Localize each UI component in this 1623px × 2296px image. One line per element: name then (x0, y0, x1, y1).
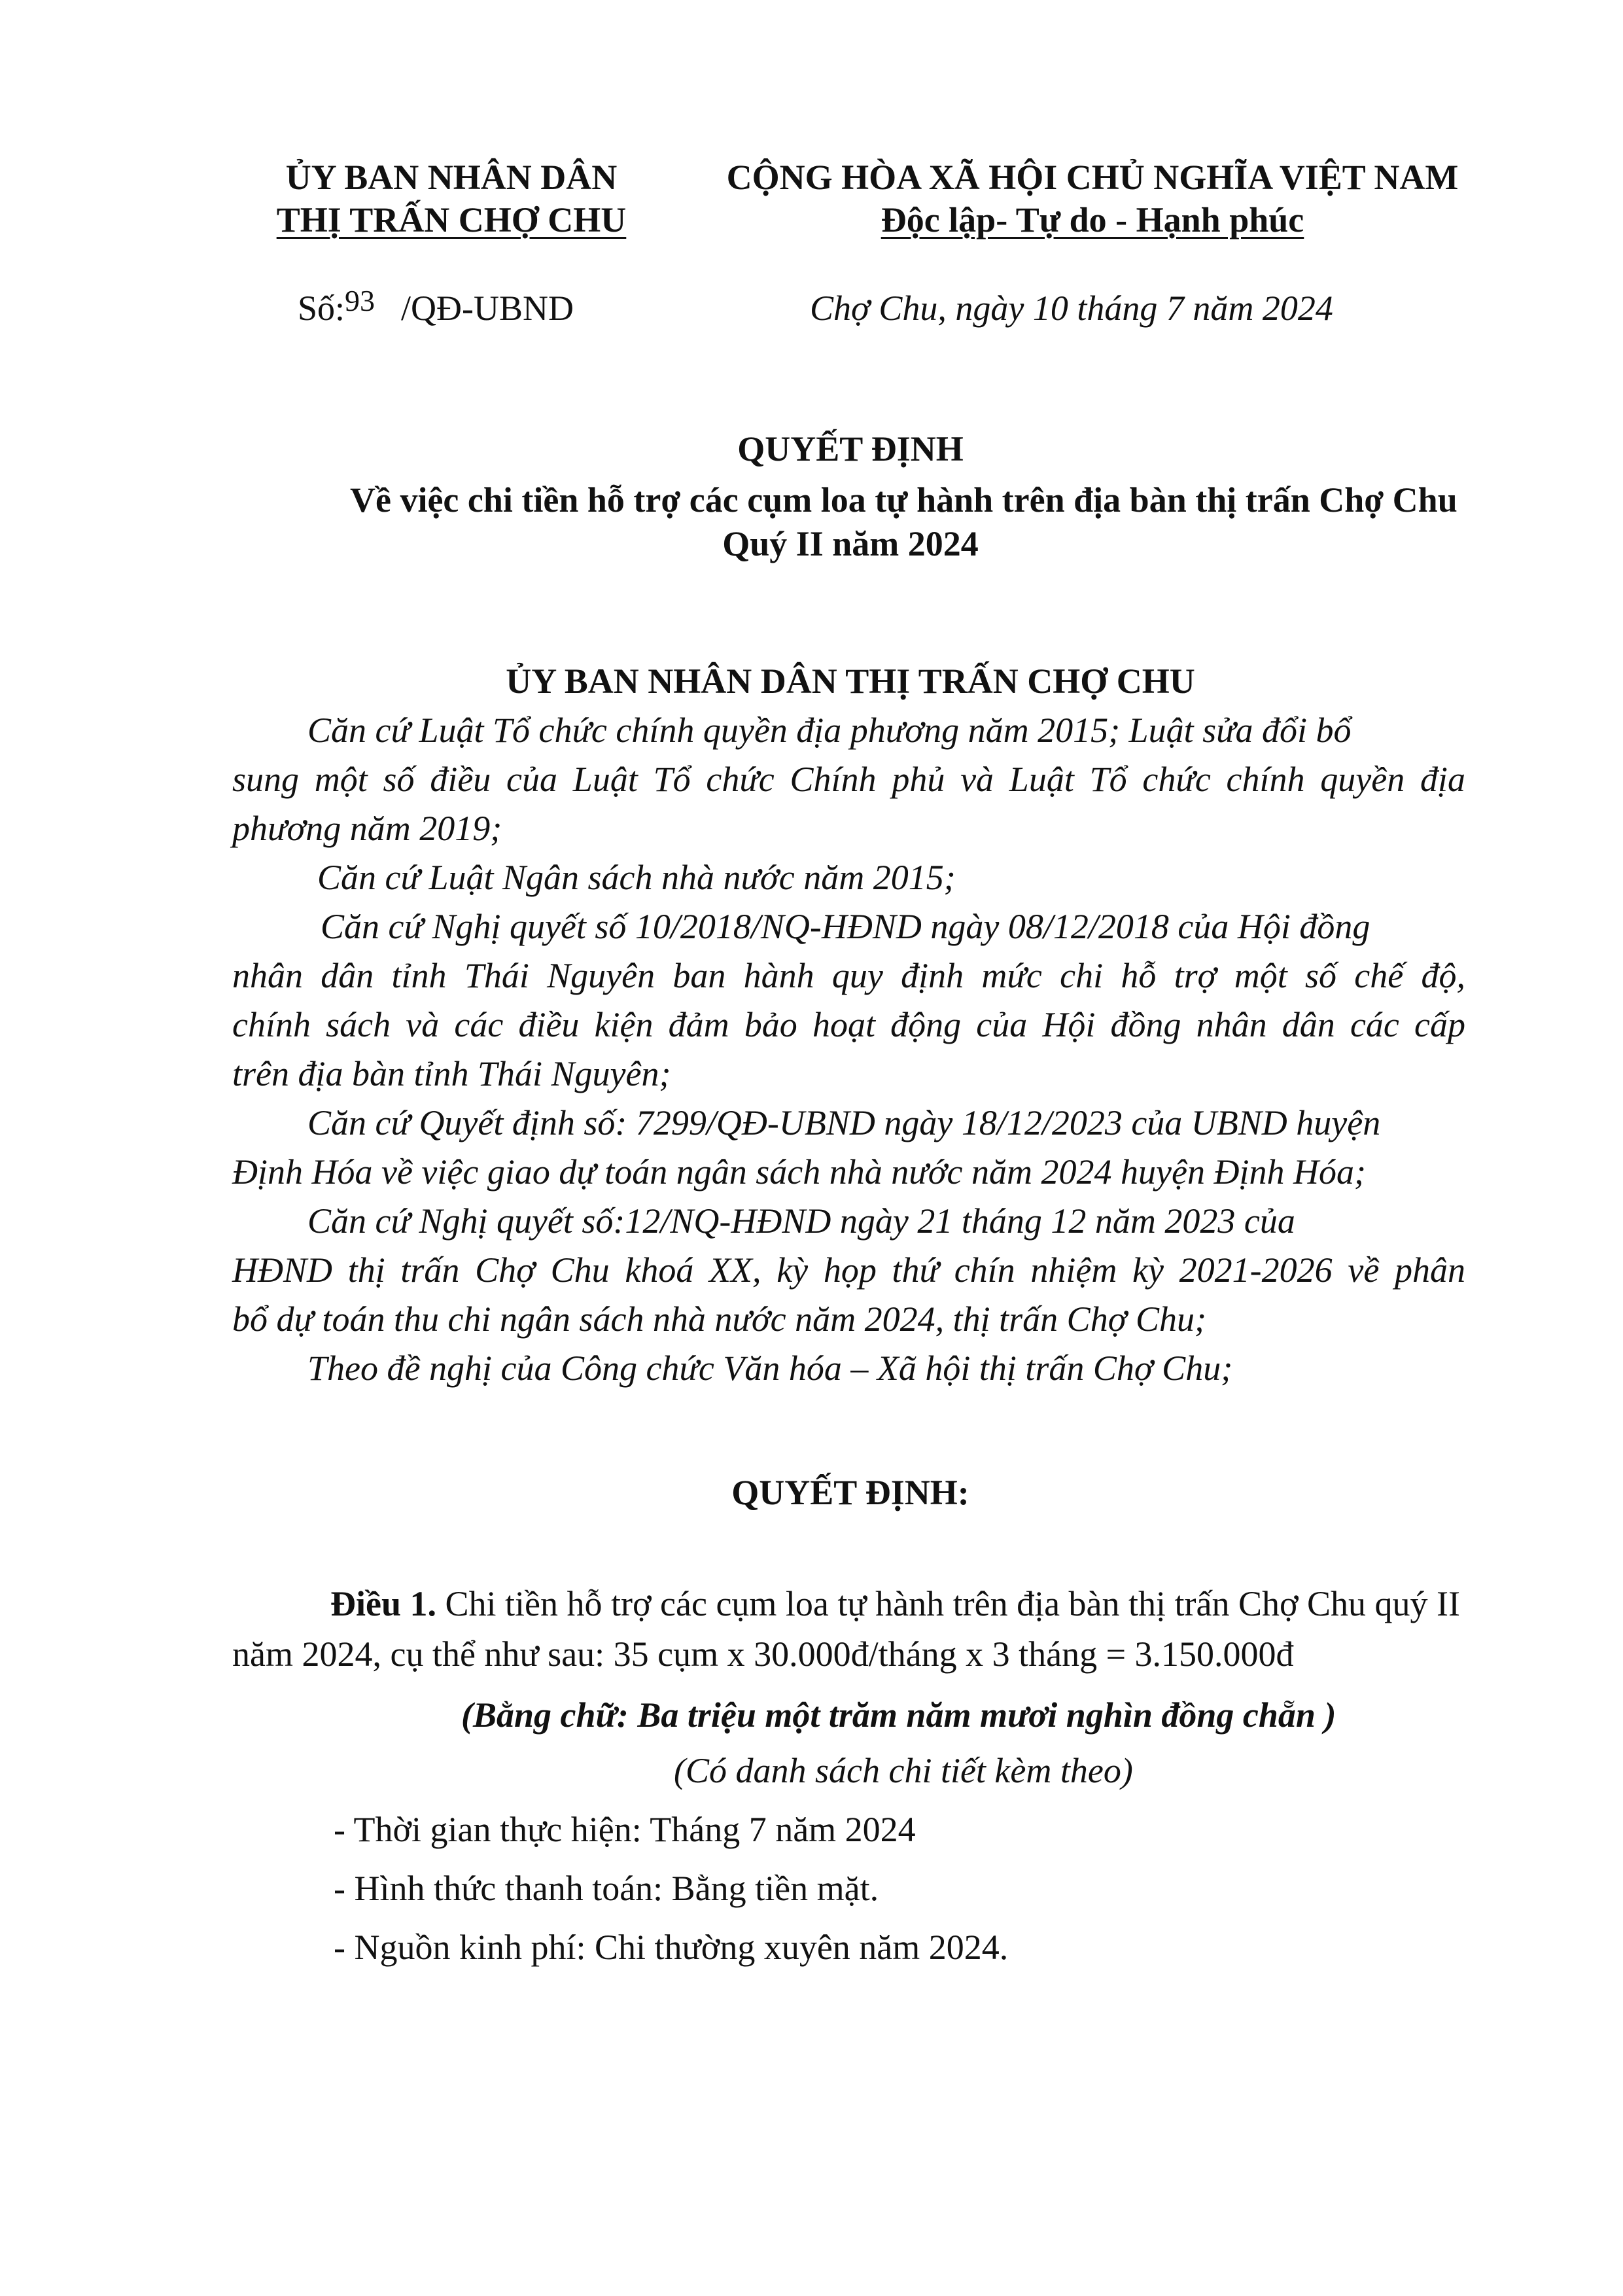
attachment-note: (Có danh sách chi tiết kèm theo) (674, 1751, 1133, 1790)
decision-subject-line1: Về việc chi tiền hỗ trợ các cụm loa tự hành trên địa bàn thị trấn Chợ Chu (350, 480, 1457, 520)
decision-heading: QUYẾT ĐỊNH: (731, 1473, 969, 1512)
number-suffix: /QĐ-UBND (401, 289, 574, 328)
article-1-item: - Hình thức thanh toán: Bằng tiền mặt. (334, 1869, 879, 1908)
decision-title: QUYẾT ĐỊNH (737, 429, 964, 468)
basis-line: bổ dự toán thu chi ngân sách nhà nước năm 2024, thị trấn Chợ Chu; (232, 1299, 1207, 1339)
decision-subject-line2: Quý II năm 2024 (722, 524, 979, 563)
article-1-line2: năm 2024, cụ thể như sau: 35 cụm x 30.000đ/tháng x 3 tháng = 3.150.000đ (232, 1634, 1294, 1674)
article-1-item: - Nguồn kinh phí: Chi thường xuyên năm 2024. (334, 1928, 1009, 1967)
basis-line: nhân dân tỉnh Thái Nguyên ban hành quy định mức chi hỗ trợ một số chế độ, (232, 956, 1465, 995)
place-date: Chợ Chu, ngày 10 tháng 7 năm 2024 (810, 289, 1333, 328)
basis-line: sung một số điều của Luật Tổ chức Chính phủ và Luật Tổ chức chính quyền địa (232, 760, 1465, 799)
basis-line: Định Hóa về việc giao dự toán ngân sách nhà nước năm 2024 huyện Định Hóa; (232, 1152, 1366, 1192)
basis-line: Theo đề nghị của Công chức Văn hóa – Xã hội thị trấn Chợ Chu; (307, 1349, 1233, 1388)
basis-line: Căn cứ Luật Ngân sách nhà nước năm 2015; (317, 858, 956, 897)
basis-line: Căn cứ Nghị quyết số:12/NQ-HĐND ngày 21 tháng 12 năm 2023 của (307, 1201, 1295, 1241)
basis-line: trên địa bàn tỉnh Thái Nguyên; (232, 1054, 671, 1093)
article-1-text: Chi tiền hỗ trợ các cụm loa tự hành trên địa bàn thị trấn Chợ Chu quý II (436, 1584, 1461, 1623)
number-value: 93 (345, 284, 375, 317)
nation-motto-text: Độc lập- Tự do - Hạnh phúc (881, 200, 1304, 239)
basis-line: HĐND thị trấn Chợ Chu khoá XX, kỳ họp thứ chín nhiệm kỳ 2021-2026 về phân (232, 1250, 1465, 1290)
nation-title: CỘNG HÒA XÃ HỘI CHỦ NGHĨA VIỆT NAM (726, 158, 1459, 197)
document-number (298, 284, 574, 328)
issuing-authority: ỦY BAN NHÂN DÂN THỊ TRẤN CHỢ CHU (506, 662, 1195, 701)
article-1-label: Điều 1. (330, 1584, 436, 1623)
basis-line: Căn cứ Luật Tổ chức chính quyền địa phương năm 2015; Luật sửa đổi bổ (307, 711, 1352, 750)
article-1-item: - Thời gian thực hiện: Tháng 7 năm 2024 (334, 1810, 916, 1849)
basis-line: chính sách và các điều kiện đảm bảo hoạt động của Hội đồng nhân dân các cấp (232, 1005, 1465, 1044)
basis-line: Căn cứ Nghị quyết số 10/2018/NQ-HĐND ngày 08/12/2018 của Hội đồng (321, 907, 1370, 946)
agency-name-line2 (249, 200, 654, 240)
amount-in-words: (Bằng chữ: Ba triệu một trăm năm mươi nghìn đồng chẵn ) (461, 1695, 1336, 1735)
agency-name-line1: ỦY BAN NHÂN DÂN (285, 158, 618, 197)
agency-name-line2-text: THỊ TRẤN CHỢ CHU (276, 200, 627, 239)
article-1-line1 (330, 1583, 1460, 1624)
basis-line: Căn cứ Quyết định số: 7299/QĐ-UBND ngày 18/12/2023 của UBND huyện (307, 1103, 1381, 1142)
number-prefix: Số: (298, 289, 345, 328)
basis-line: phương năm 2019; (232, 809, 502, 848)
nation-motto (680, 200, 1505, 240)
